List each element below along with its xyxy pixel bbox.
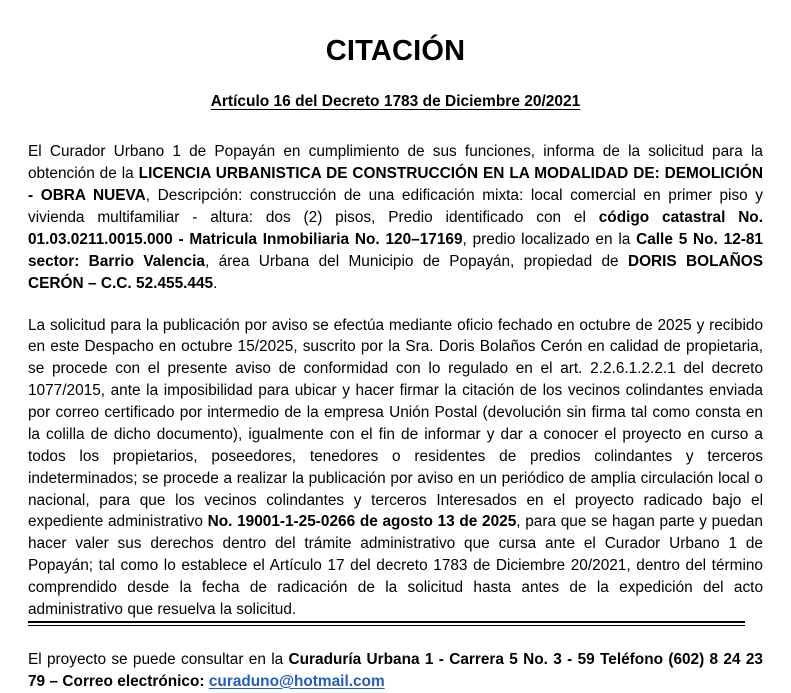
par1-seg1: El Curador Urbano 1 de Popayán en cumplimiento de sus funciones, informa de la solicitud para la obtención de la <box>28 143 763 183</box>
par1-seg9: . <box>213 274 218 292</box>
bottom-divider <box>28 621 745 623</box>
par1-seg7: , área Urbana del Municipio de Popayán, propiedad de <box>204 252 628 270</box>
par1-cadastral-code: código catastral No. 01.03.0211.0015.000 - Matricula Inmobiliaria No. 120–17169 <box>28 209 763 248</box>
document-subtitle <box>28 68 763 112</box>
par2-seg1: La solicitud para la publicación por aviso se efectúa mediante oficio fechado en octubre de 2025 y recibido en este Despacho en octubre 15/2025, suscrito por la Sra. Doris Bolaños Cerón en calidad de propietaria, se procede con el presente aviso de conformidad con lo regulado en el art. 2.2.6.1.2.2.1 del decreto 1077/2015, ante la imposibilidad para ubicar y hacer firmar la citación de los vecinos colindantes enviada por correo certificado por intermedio de la empresa Unión Postal (devolución sin firma tal como consta en la colilla de dicho documento), igualmente con el fin de informar y dar a conocer el proyecto en curso a todos los propietarios, poseedores, tenedores o residentes de predios colindantes y terceros indeterminados; se procede a realizar la publicación por aviso en un periódico de amplia circulación local o nacional, para que los vecinos colindantes y terceros Interesados en el proyecto radicado bajo el expediente administrativo <box>28 316 763 531</box>
email-link[interactable]: curaduno@hotmail.com <box>208 672 385 690</box>
par2-seg3: , para que se hagan parte y puedan hacer valer sus derechos dentro del trámite administrativo que cursa ante el Curador Urbano 1 de Popayán; tal como lo establece el Artículo 17 del decreto 1783 de Diciembre 20/2021, dentro del término comprendido desde la fecha de radicación de la solicitud hasta antes de la expedición del acto administrativo que resuelva la solicitud. <box>28 513 763 618</box>
paragraph-contact-info <box>28 621 763 693</box>
par2-file-number: No. 19001-1-25-0266 de agosto 13 de 2025 <box>207 513 517 531</box>
par1-seg3: , Descripción: construcción de una edificación mixta: local comercial en primer piso y vivienda multifamiliar - altura: dos (2) pisos, Predio identificado con el <box>28 187 763 227</box>
par1-license-modality: LICENCIA URBANISTICA DE CONSTRUCCIÓN EN LA MODALIDAD DE: DEMOLICIÓN - OBRA NUEVA <box>28 165 763 205</box>
par1-address: Calle 5 No. 12-81 sector: Barrio Valencia <box>28 230 763 270</box>
document-subtitle-text: Artículo 16 del Decreto 1783 de Diciembre 20/2021 <box>210 92 581 110</box>
par1-owner-name: DORIS BOLAÑOS CERÓN – C.C. 52.455.445 <box>28 252 763 292</box>
paragraph-license-details <box>28 111 763 294</box>
par3-office-contact: Curaduría Urbana 1 - Carrera 5 No. 3 - 59 Teléfono (602) 8 24 23 79 – Correo electrónico: <box>28 650 763 690</box>
paragraph-publication-notice <box>28 295 763 621</box>
par3-seg1: El proyecto se puede consultar en la <box>28 650 289 668</box>
page-title: CITACIÓN <box>325 35 466 67</box>
par1-seg5: , predio localizado en la <box>462 230 637 248</box>
